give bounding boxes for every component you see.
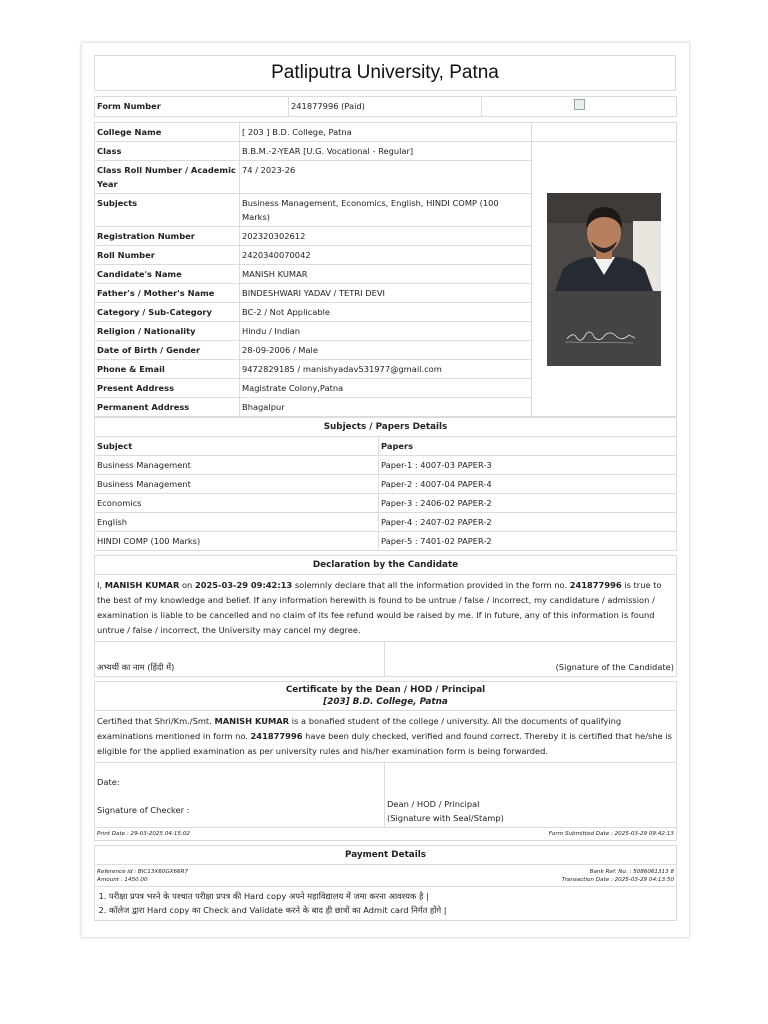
detail-value: Magistrate Colony,Patna [240, 379, 532, 398]
paper-cell: Paper-4 : 2407-02 PAPER-2 [379, 513, 677, 532]
candidate-signature-label: (Signature of the Candidate) [385, 642, 677, 677]
form-number-label: Form Number [95, 97, 289, 117]
detail-row [95, 142, 677, 161]
declaration-datetime: 2025-03-29 09:42:13 [194, 580, 293, 590]
candidate-photo-and-signature [547, 193, 661, 366]
payment-amount: Amount : 1450.00 [97, 877, 148, 883]
declaration-text-part: solemnly declare that all the information provided in the form no. [292, 580, 570, 590]
detail-value: Business Management, Economics, English, HINDI COMP (100 Marks) [240, 194, 532, 227]
detail-value: Hindu / Indian [240, 322, 532, 341]
form-number-value: 241877996 (Paid) [289, 97, 482, 117]
detail-label: Registration Number [95, 227, 240, 246]
certificate-text [95, 711, 677, 763]
detail-label: Category / Sub-Category [95, 303, 240, 322]
form-submitted-date: Form Submitted Date : 2025-03-29 09:42:13 [385, 828, 677, 841]
title-table [94, 55, 676, 91]
certificate-title: Certificate by the Dean / HOD / Principal [285, 685, 486, 695]
detail-value: 9472829185 / manishyadav531977@gmail.com [240, 360, 532, 379]
detail-value: 74 / 2023-26 [240, 161, 532, 194]
papers-column-header: Papers [379, 437, 677, 456]
exam-form-card [81, 42, 690, 938]
principal-label: Dean / HOD / Principal [387, 799, 480, 809]
subject-cell: English [95, 513, 379, 532]
note-item: 2. कॉलेज द्वारा Hard copy का Check and Validate करने के बाद ही छात्रों का Admit card निर्गत होंगे | [109, 903, 674, 917]
certificate-table [94, 681, 677, 841]
subject-cell: Economics [95, 494, 379, 513]
candidate-photo [547, 193, 661, 366]
subject-cell: HINDI COMP (100 Marks) [95, 532, 379, 551]
detail-value: Bhagalpur [240, 398, 532, 417]
payment-title: Payment Details [95, 846, 677, 865]
payment-left [95, 865, 385, 887]
transaction-date: Transaction Date : 2025-03-29 04:13:50 [561, 877, 675, 883]
table-row [95, 513, 677, 532]
declaration-text-part: on [179, 580, 195, 590]
detail-label: College Name [95, 123, 240, 142]
certificate-subtitle: [203] B.D. College, Patna [323, 697, 448, 707]
detail-label: Present Address [95, 379, 240, 398]
print-date: Print Date : 29-03-2025 04:15:02 [95, 828, 385, 841]
checker-cell [95, 763, 385, 828]
paper-cell: Paper-3 : 2406-02 PAPER-2 [379, 494, 677, 513]
detail-label: Roll Number [95, 246, 240, 265]
candidate-name: MANISH KUMAR [104, 580, 180, 590]
seal-label: (Signature with Seal/Stamp) [387, 813, 504, 823]
student-name: MANISH KUMAR [214, 716, 290, 726]
detail-value: BC-2 / Not Applicable [240, 303, 532, 322]
subjects-section-title: Subjects / Papers Details [95, 418, 677, 437]
paper-cell: Paper-5 : 7401-02 PAPER-2 [379, 532, 677, 551]
hindi-name-label: अभ्यर्थी का नाम (हिंदी में) [95, 642, 385, 677]
payment-table [94, 845, 677, 921]
checker-signature-label: Signature of Checker : [97, 805, 190, 815]
certificate-form-number: 241877996 [250, 731, 303, 741]
certificate-text-part: have been duly checked, verified and found correct. Thereby it is certified that he/she is eligible for the applied examination as per university rules and his/her examination form is being forwarded. [97, 731, 672, 756]
notes-list [97, 889, 674, 917]
payment-reference: Reference id : BIC13X60GX66R7 [97, 869, 189, 875]
certificate-header [95, 682, 677, 711]
detail-label: Date of Birth / Gender [95, 341, 240, 360]
detail-label: Phone & Email [95, 360, 240, 379]
table-row [95, 494, 677, 513]
broken-image-cell [482, 97, 677, 117]
bank-reference: Bank Ref. No. : 5086061313 8 [589, 869, 675, 875]
table-row [95, 532, 677, 551]
certificate-text-part: Certified that Shri/Km./Smt. [97, 716, 215, 726]
detail-label: Class [95, 142, 240, 161]
detail-value: BINDESHWARI YADAV / TETRI DEVI [240, 284, 532, 303]
detail-value: 202320302612 [240, 227, 532, 246]
detail-label: Religion / Nationality [95, 322, 240, 341]
table-row [95, 475, 677, 494]
subjects-table [94, 417, 677, 551]
certificate-text-part: is a bonafied student of the college / university. All the documents of qualifying examinations mentioned in form no. [97, 716, 622, 741]
detail-label: Subjects [95, 194, 240, 227]
detail-label: Candidate's Name [95, 265, 240, 284]
exam-form [94, 55, 676, 921]
detail-label: Permanent Address [95, 398, 240, 417]
subject-column-header: Subject [95, 437, 379, 456]
principal-cell [385, 763, 677, 828]
table-row [95, 456, 677, 475]
form-number-table [94, 96, 677, 117]
declaration-text [95, 575, 677, 642]
detail-value: MANISH KUMAR [240, 265, 532, 284]
declaration-form-number: 241877996 [569, 580, 622, 590]
photo-cell [532, 142, 677, 417]
payment-right [385, 865, 677, 887]
detail-value: 28-09-2006 / Male [240, 341, 532, 360]
date-label: Date: [97, 777, 120, 787]
notes-cell [95, 887, 677, 921]
paper-cell: Paper-2 : 4007-04 PAPER-4 [379, 475, 677, 494]
paper-cell: Paper-1 : 4007-03 PAPER-3 [379, 456, 677, 475]
detail-value: 2420340070042 [240, 246, 532, 265]
detail-label: Father's / Mother's Name [95, 284, 240, 303]
detail-row [95, 123, 677, 142]
declaration-text-part: is true to the best of my knowledge and belief. If any information herewith is found to be untrue / false / incorrect, my candidature / admission / examination is liable to be cancelled and no claim of its fee refund would be raised by me. If in future, any of this information is found untrue / false / incorrect, the University may cancel my degree. [97, 580, 662, 635]
candidate-details-table [94, 122, 677, 417]
detail-label: Class Roll Number / Academic Year [95, 161, 240, 194]
broken-image-icon [574, 99, 585, 110]
declaration-text-part: I, [97, 580, 105, 590]
note-item: 1. परीक्षा प्रपत्र भरने के पश्चात परीक्षा प्रपत्र की Hard copy अपने महाविद्यालय में जमा करना आवश्यक है | [109, 889, 674, 903]
declaration-title: Declaration by the Candidate [95, 556, 677, 575]
subject-cell: Business Management [95, 456, 379, 475]
subject-cell: Business Management [95, 475, 379, 494]
detail-value: B.B.M.-2-YEAR [U.G. Vocational - Regular] [240, 142, 532, 161]
blank-cell [532, 123, 677, 142]
page-title: Patliputra University, Patna [95, 56, 676, 91]
detail-value: [ 203 ] B.D. College, Patna [240, 123, 532, 142]
declaration-table [94, 555, 677, 677]
